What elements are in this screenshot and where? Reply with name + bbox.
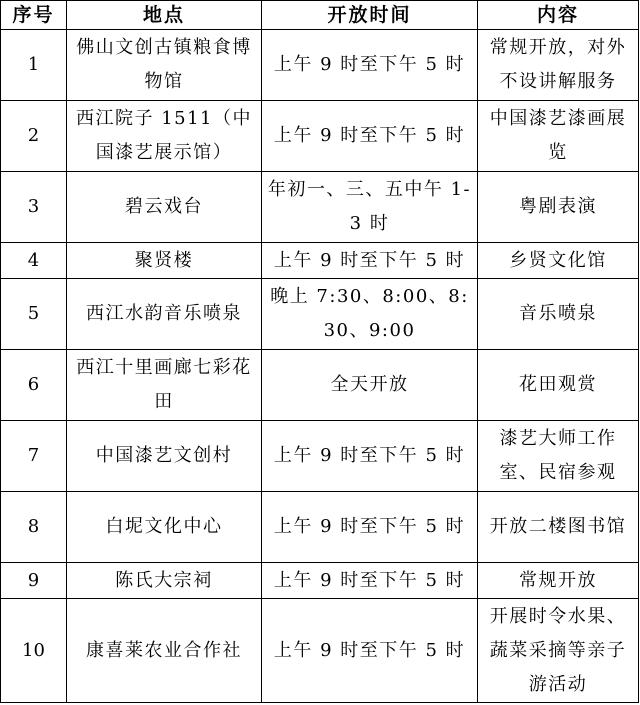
header-num: 序号 [1, 1, 67, 30]
table-row [1, 30, 639, 101]
cell-hours: 晚上 7:30、8:00、8:30、9:00 [262, 279, 478, 350]
cell-hours: 上午 9 时至下午 5 时 [262, 30, 478, 101]
cell-location: 聚贤楼 [67, 243, 262, 279]
cell-num: 9 [1, 563, 67, 599]
cell-num: 5 [1, 279, 67, 350]
cell-hours: 上午 9 时至下午 5 时 [262, 492, 478, 563]
cell-content: 开展时令水果、蔬菜采摘等亲子游活动 [478, 599, 639, 703]
cell-num: 3 [1, 172, 67, 243]
cell-location: 西江十里画廊七彩花田 [67, 350, 262, 421]
table-row [1, 563, 639, 599]
cell-content: 常规开放，对外不设讲解服务 [478, 30, 639, 101]
cell-hours: 上午 9 时至下午 5 时 [262, 599, 478, 703]
cell-hours: 上午 9 时至下午 5 时 [262, 243, 478, 279]
table-row [1, 492, 639, 563]
cell-num: 10 [1, 599, 67, 703]
cell-content: 中国漆艺漆画展览 [478, 101, 639, 172]
table-row [1, 350, 639, 421]
cell-hours: 上午 9 时至下午 5 时 [262, 421, 478, 492]
cell-location: 佛山文创古镇粮食博物馆 [67, 30, 262, 101]
cell-num: 4 [1, 243, 67, 279]
table-row [1, 421, 639, 492]
cell-content: 常规开放 [478, 563, 639, 599]
cell-location: 碧云戏台 [67, 172, 262, 243]
cell-hours: 上午 9 时至下午 5 时 [262, 101, 478, 172]
cell-num: 6 [1, 350, 67, 421]
cell-hours: 年初一、三、五中午 1-3 时 [262, 172, 478, 243]
table-header [1, 1, 639, 30]
cell-content: 音乐喷泉 [478, 279, 639, 350]
table-row [1, 101, 639, 172]
table-row [1, 243, 639, 279]
cell-content: 粤剧表演 [478, 172, 639, 243]
cell-num: 1 [1, 30, 67, 101]
cell-num: 8 [1, 492, 67, 563]
cell-location: 西江院子 1511（中国漆艺展示馆） [67, 101, 262, 172]
table-row [1, 599, 639, 703]
cell-content: 开放二楼图书馆 [478, 492, 639, 563]
cell-content: 花田观赏 [478, 350, 639, 421]
cell-location: 西江水韵音乐喷泉 [67, 279, 262, 350]
cell-hours: 全天开放 [262, 350, 478, 421]
cell-num: 7 [1, 421, 67, 492]
cell-hours: 上午 9 时至下午 5 时 [262, 563, 478, 599]
cell-content: 漆艺大师工作室、民宿参观 [478, 421, 639, 492]
cell-location: 陈氏大宗祠 [67, 563, 262, 599]
cell-content: 乡贤文化馆 [478, 243, 639, 279]
table-row [1, 279, 639, 350]
header-row [1, 1, 639, 30]
header-content: 内容 [478, 1, 639, 30]
cell-location: 白坭文化中心 [67, 492, 262, 563]
header-hours: 开放时间 [262, 1, 478, 30]
cell-location: 康喜莱农业合作社 [67, 599, 262, 703]
header-location: 地点 [67, 1, 262, 30]
cell-num: 2 [1, 101, 67, 172]
table-row [1, 172, 639, 243]
cell-location: 中国漆艺文创村 [67, 421, 262, 492]
table-body [1, 30, 639, 703]
